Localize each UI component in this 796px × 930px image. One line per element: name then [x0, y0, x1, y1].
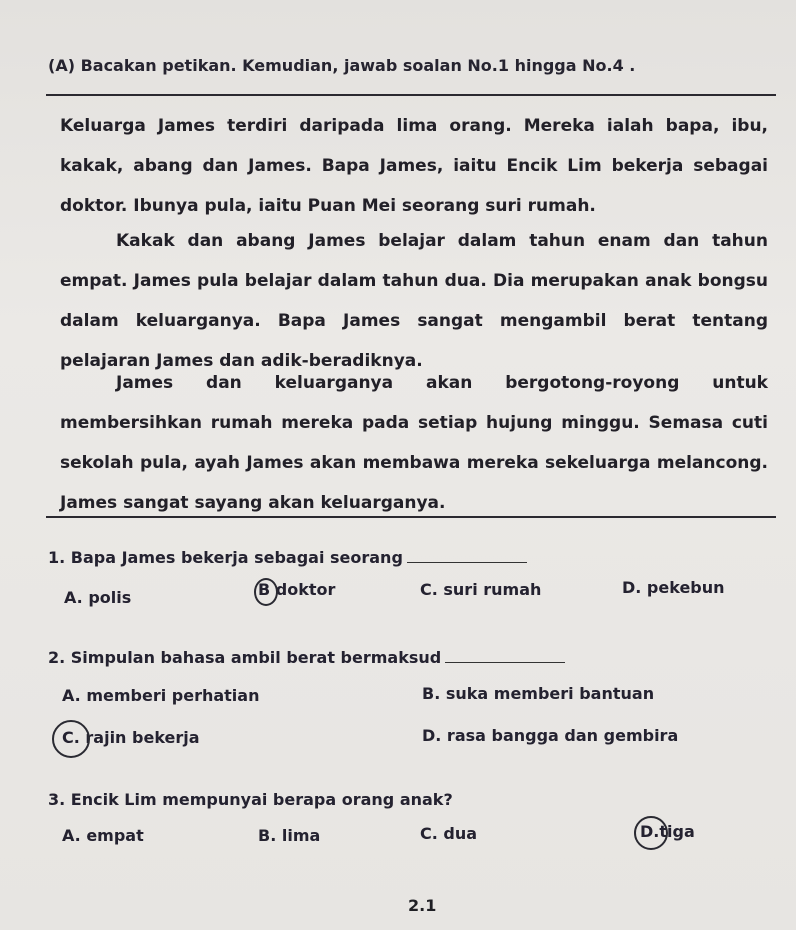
- answer-blank: [445, 662, 565, 663]
- passage-paragraph-3: James dan keluarganya akan bergotong-royong untuk membersihkan rumah mereka pada setiap hujung minggu. Semasa cuti sekolah pula, ayah James akan membawa mereka sekeluarga melancong. James sangat sayang akan keluarganya.: [60, 373, 768, 513]
- answer-blank: [407, 562, 527, 563]
- instruction-text: (A) Bacakan petikan. Kemudian, jawab soalan No.1 hingga No.4 .: [48, 56, 636, 75]
- question-2: [48, 648, 565, 667]
- answer-circle-mark: [254, 578, 278, 606]
- question-3: [48, 790, 453, 809]
- q1-option-d[interactable]: D. pekebun: [622, 578, 725, 597]
- q3-option-c[interactable]: C. dua: [420, 824, 478, 843]
- question-2-text: 2. Simpulan bahasa ambil berat bermaksud: [48, 648, 442, 667]
- q2-option-b[interactable]: B. suka memberi bantuan: [422, 684, 655, 703]
- page-number: 2.1: [408, 896, 437, 915]
- answer-circle-mark: [634, 816, 668, 850]
- question-1-text: 1. Bapa James bekerja sebagai seorang: [48, 548, 403, 567]
- q1-option-c[interactable]: C. suri rumah: [420, 580, 542, 599]
- q3-option-b[interactable]: B. lima: [258, 826, 321, 845]
- q1-option-a[interactable]: A. polis: [64, 588, 132, 607]
- passage-paragraph-1: Keluarga James terdiri daripada lima orang. Mereka ialah bapa, ibu, kakak, abang dan James. Bapa James, iaitu Encik Lim bekerja sebagai doktor. Ibunya pula, iaitu Puan Mei seorang suri rumah.: [60, 116, 768, 216]
- q2-option-d[interactable]: D. rasa bangga dan gembira: [422, 726, 679, 745]
- answer-circle-mark: [52, 720, 90, 758]
- q2-option-c[interactable]: C. rajin bekerja: [62, 728, 200, 747]
- passage-box: [46, 94, 776, 518]
- question-3-text: 3. Encik Lim mempunyai berapa orang anak?: [48, 790, 453, 809]
- q3-option-a[interactable]: A. empat: [62, 826, 144, 845]
- question-1: [48, 548, 527, 567]
- q3-option-d[interactable]: D.tiga: [640, 822, 695, 841]
- passage-paragraph-2: Kakak dan abang James belajar dalam tahun enam dan tahun empat. James pula belajar dalam tahun dua. Dia merupakan anak bongsu dalam keluarganya. Bapa James sangat mengambil berat tentang pelajaran James dan adik-beradiknya.: [60, 231, 768, 371]
- q2-option-a[interactable]: A. memberi perhatian: [62, 686, 260, 705]
- q1-option-b[interactable]: B doktor: [258, 580, 336, 599]
